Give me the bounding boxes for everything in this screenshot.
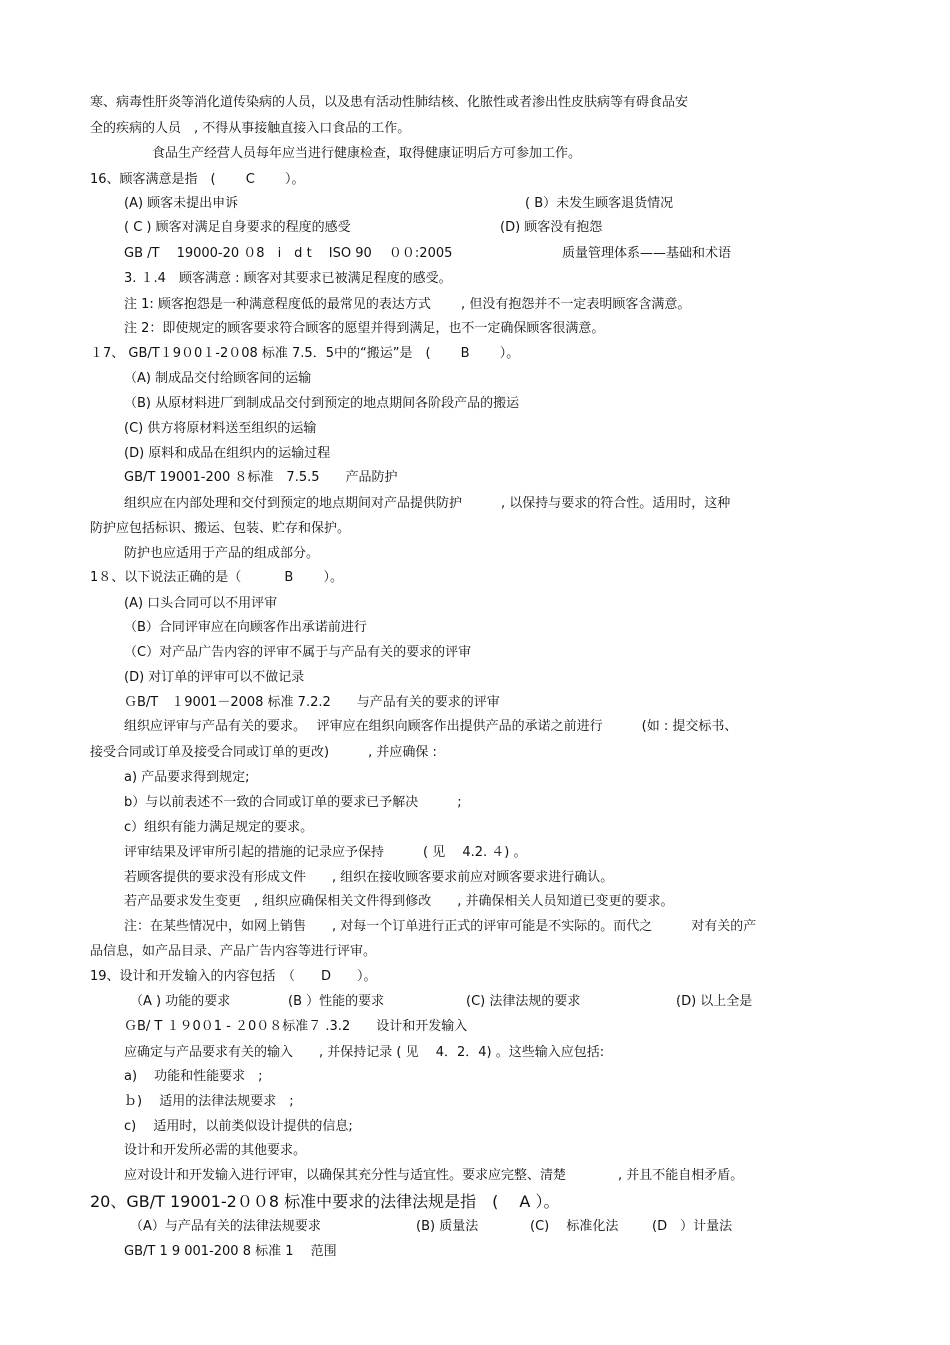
text-line: 若顾客提供的要求没有形成文件 , 组织在接收顾客要求前应对顾客要求进行确认。 (124, 870, 614, 885)
text-line: 应对设计和开发输入进行评审，以确保其充分性与适宜性。要求应完整、清楚 , 并且不能自相矛盾。 (124, 1168, 744, 1183)
option: (D) 对订单的评审可以不做记录 (124, 670, 305, 685)
option: （A ) 功能的要求 (130, 994, 231, 1009)
question-20: 20、GB/T 19001-2００8 标准中要求的法律法规是指 ( A ）。 (90, 1192, 560, 1211)
option: (D) 原料和成品在组织内的运输过程 (124, 446, 331, 461)
question-17: １7、 GB/T１9０0１-2０08 标准 7.5．5中的“搬运”是 ( B ）。 (90, 346, 520, 361)
option: (A) 顾客未提出申诉 (124, 196, 239, 211)
option: (D) 顾客没有抱怨 (500, 220, 603, 235)
list-item: b）与以前表述不一致的合同或订单的要求已予解决 ; (124, 795, 462, 810)
option: ( B）未发生顾客退货情况 (525, 196, 674, 211)
text-line: 应确定与产品要求有关的输入 , 并保持记录 ( 见 4．2．4) 。这些输入应包括: (124, 1045, 605, 1060)
list-item: 设计和开发所必需的其他要求。 (124, 1143, 307, 1158)
text-line: 寒、病毒性肝炎等消化道传染病的人员，以及患有活动性肺结核、化脓性或者渗出性皮肤病等有碍食品安 (90, 95, 689, 110)
question-19: 19、设计和开发输入的内容包括 （ D ）。 (90, 969, 377, 984)
option: (C) 法律法规的要求 (466, 994, 581, 1009)
text-line: 防护也应适用于产品的组成部分。 (124, 546, 320, 561)
option: (C) 供方将原材料送至组织的运输 (124, 421, 317, 436)
text-line: 注 2：即使规定的顾客要求符合顾客的愿望并得到满足，也不一定确保顾客很满意。 (124, 321, 605, 336)
text-line: GB /T 19000-20 ０8 i d t ISO 90 ００:2005 (124, 246, 453, 261)
text-line: 若产品要求发生变更 , 组织应确保相关文件得到修改 , 并确保相关人员知道已变更的要求。 (124, 894, 674, 909)
text-line: 组织应评审与产品有关的要求。 评审应在组织向顾客作出提供产品的承诺之前进行 (如 : 提交标书、 (124, 719, 738, 734)
list-item: c) 适用时，以前类似设计提供的信息; (124, 1119, 353, 1134)
list-item: c）组织有能力满足规定的要求。 (124, 820, 314, 835)
text-line: 食品生产经营人员每年应当进行健康检查，取得健康证明后方可参加工作。 (152, 146, 582, 161)
list-item: a) 产品要求得到规定; (124, 770, 250, 785)
list-item: ｂ) 适用的法律法规要求 ; (124, 1094, 294, 1109)
option: （B）合同评审应在向顾客作出承诺前进行 (124, 620, 367, 635)
text-line: 注 1: 顾客抱怨是一种满意程度低的最常见的表达方式 , 但没有抱怨并不一定表明顾客含满意。 (124, 297, 691, 312)
text-line: 评审结果及评审所引起的措施的记录应予保持 ( 见 4.2. ４) 。 (124, 845, 527, 860)
list-item: a) 功能和性能要求 ; (124, 1069, 263, 1084)
text-line: ＧB/ T １９0０1 - ２0０８标准７ .3.2 设计和开发输入 (124, 1019, 468, 1034)
text-line: GB/T 1 9 001-200 8 标准 1 范围 (124, 1244, 337, 1259)
text-line: 全的疾病的人员 , 不得从事接触直接入口食品的工作。 (90, 121, 411, 136)
option: （A）与产品有关的法律法规要求 (130, 1219, 321, 1234)
option: （B) 从原材料进厂到制成品交付到预定的地点期间各阶段产品的搬运 (124, 396, 520, 411)
option: (B ）性能的要求 (288, 994, 385, 1009)
text-line: 接受合同或订单及接受合同或订单的更改) , 并应确保 : (90, 745, 437, 760)
option: (B) 质量法 (416, 1219, 479, 1234)
text-line: 质量管理体系——基础和术语 (562, 246, 732, 261)
option: (D) 以上全是 (676, 994, 753, 1009)
text-line: 注：在某些情况中，如网上销售 , 对每一个订单进行正式的评审可能是不实际的。而代之 对有关的产 (124, 919, 757, 934)
text-line: 3. １.4 顾客满意 : 顾客对其要求已被满足程度的感受。 (124, 271, 452, 286)
text-line: GB/T 19001-200 ８标准 7.5.5 产品防护 (124, 470, 398, 485)
option: （C）对产品广告内容的评审不属于与产品有关的要求的评审 (124, 645, 472, 660)
option: (C) 标准化法 (530, 1219, 619, 1234)
question-16: 16、顾客满意是指 ( C ）。 (90, 172, 305, 187)
text-line: 组织应在内部处理和交付到预定的地点期间对产品提供防护 , 以保持与要求的符合性。适用时，这种 (124, 496, 731, 511)
option: (A) 口头合同可以不用评审 (124, 596, 278, 611)
text-line: ＧB/T １9001－2008 标准 7.2.2 与产品有关的要求的评审 (124, 695, 500, 710)
option: ( C ) 顾客对满足自身要求的程度的感受 (124, 220, 351, 235)
text-line: 品信息，如产品目录、产品广告内容等进行评审。 (90, 944, 377, 959)
option: (D ）计量法 (652, 1219, 733, 1234)
question-18: 1８、以下说法正确的是（ B ）。 (90, 570, 343, 585)
text-line: 防护应包括标识、搬运、包装、贮存和保护。 (90, 521, 351, 536)
option: （A) 制成品交付给顾客间的运输 (124, 371, 312, 386)
